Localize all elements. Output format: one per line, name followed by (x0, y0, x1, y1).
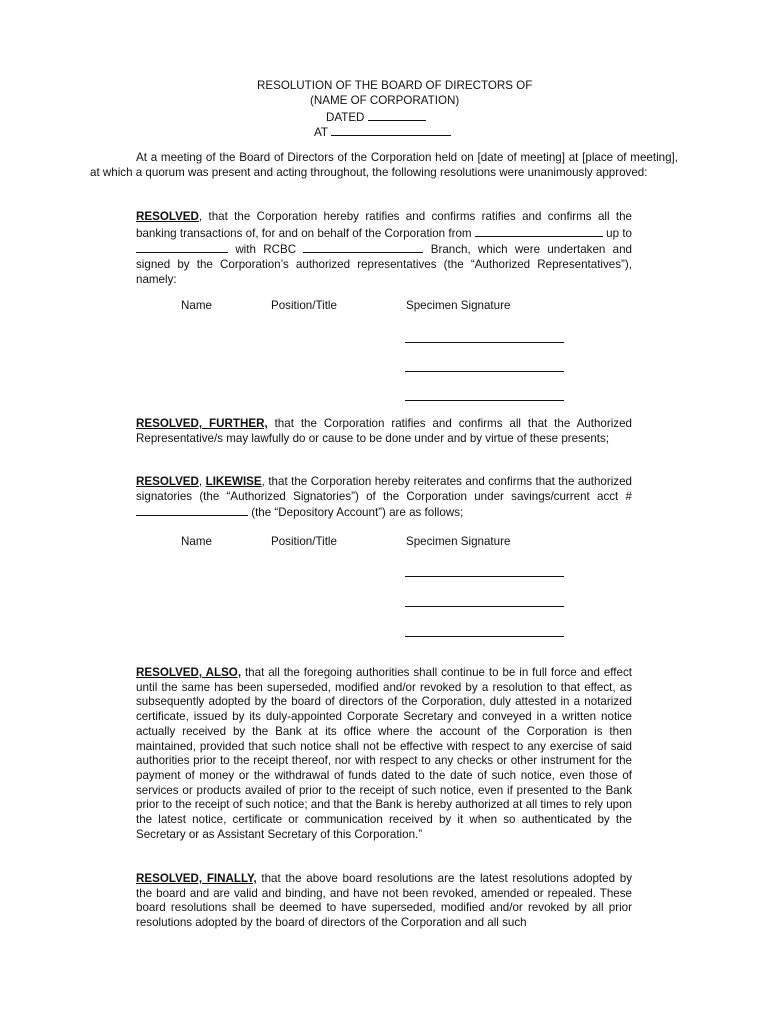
resolved-further-text: that the Corporation ratifies and confirms all that the Authorized Representative/s may lawfully do or cause to be done under and by virtue of these presents; (136, 417, 632, 445)
resolved-likewise-lead-2: LIKEWISE (205, 475, 262, 488)
resolved-likewise-separator: , (198, 475, 206, 488)
column-header-position: Position/Title (271, 535, 337, 548)
resolved-finally-lead: RESOLVED, FINALLY, (136, 872, 257, 885)
corporation-name: (NAME OF CORPORATION) (310, 94, 460, 107)
dated-blank (368, 109, 426, 121)
column-header-name: Name (181, 299, 212, 312)
column-header-signature: Specimen Signature (406, 299, 511, 312)
branch-blank (303, 241, 423, 253)
signature-line (405, 342, 564, 343)
signature-line (405, 400, 564, 401)
resolved-text: , that the Corporation hereby ratifies and confirms ratifies and confirms all the banking transactions of, for and on behalf of the Corporation from (136, 210, 632, 240)
signature-line (405, 606, 564, 607)
column-header-name: Name (181, 535, 212, 548)
resolved-also-text: that all the foregoing authorities shall continue to be in full force and effect until the same has been superseded, modified and/or revoked by a resolution to that effect, as subsequently adopted by the board of directors of the Corporation, duly attested in a notarized certificate, issued by its duly-appointed Corporate Secretary and conveyed in a written notice actually received by the Bank at its office where the account of the Corporation is then maintained, provided that such notice shall not be effective with respect to any exercise of said authorities prior to the receipt thereof, nor with respect to any checks or other instrument for the payment of money or the withdrawal of funds dated to the date of such notice, even those of services or products availed of prior to the receipt of such notice, even if presented to the Bank prior to the receipt of such notice; and that the Bank is hereby authorized at all times to rely upon the latest notice, certificate or communication received by it when so authenticated by the Secretary or as Assistant Secretary of this Corporation.” (136, 666, 632, 841)
resolved-likewise-paragraph (136, 475, 632, 521)
resolved-ratification-paragraph (136, 210, 632, 288)
resolved-likewise-lead-1: RESOLVED (136, 475, 199, 488)
at-line (314, 124, 451, 141)
resolved-also-paragraph (136, 666, 632, 842)
at-label: AT (314, 126, 328, 139)
column-header-position: Position/Title (271, 299, 337, 312)
column-header-signature: Specimen Signature (406, 535, 511, 548)
resolved-finally-text: that the above board resolutions are the latest resolutions adopted by the board and are valid and binding, and have not been revoked, amended or repealed. These board resolutions shall be deemed to have superseded, modified and/or revoked by all prior resolutions adopted by the board of directors of the Corporation and all such (136, 872, 632, 930)
up-to-label: up to (606, 226, 632, 240)
signature-line (405, 371, 564, 372)
signature-line (405, 576, 564, 577)
resolved-further-paragraph (136, 417, 632, 446)
at-blank (331, 124, 451, 136)
document-title: RESOLUTION OF THE BOARD OF DIRECTORS OF (257, 79, 533, 92)
resolved-lead: RESOLVED (136, 210, 199, 223)
account-number-blank (136, 504, 248, 516)
from-date-blank (475, 225, 603, 237)
intro-paragraph: At a meeting of the Board of Directors of the Corporation held on [date of meeting] at [place of meeting], at which a quorum was present and acting throughout, the following resolutions were unanimously approved: (90, 151, 678, 179)
resolved-also-lead: RESOLVED, ALSO, (136, 666, 242, 679)
resolved-likewise-text: , that the Corporation hereby reiterates and confirms that the authorized signatories (the “Authorized Signatories”) of the Corporation under savings/current acct # (136, 475, 632, 503)
with-rcbc-label: with RCBC (235, 243, 297, 257)
dated-label: DATED (326, 111, 365, 124)
resolved-text-2: Branch, which were undertaken and signed by the Corporation’s authorized representatives (the “Authorized Representatives”), namely: (136, 243, 632, 286)
resolved-finally-paragraph (136, 872, 632, 931)
up-to-date-blank (136, 241, 228, 253)
resolved-likewise-text-2: (the “Depository Account”) are as follows; (248, 506, 464, 520)
signature-line (405, 636, 564, 637)
resolved-further-lead: RESOLVED, FURTHER, (136, 417, 268, 430)
